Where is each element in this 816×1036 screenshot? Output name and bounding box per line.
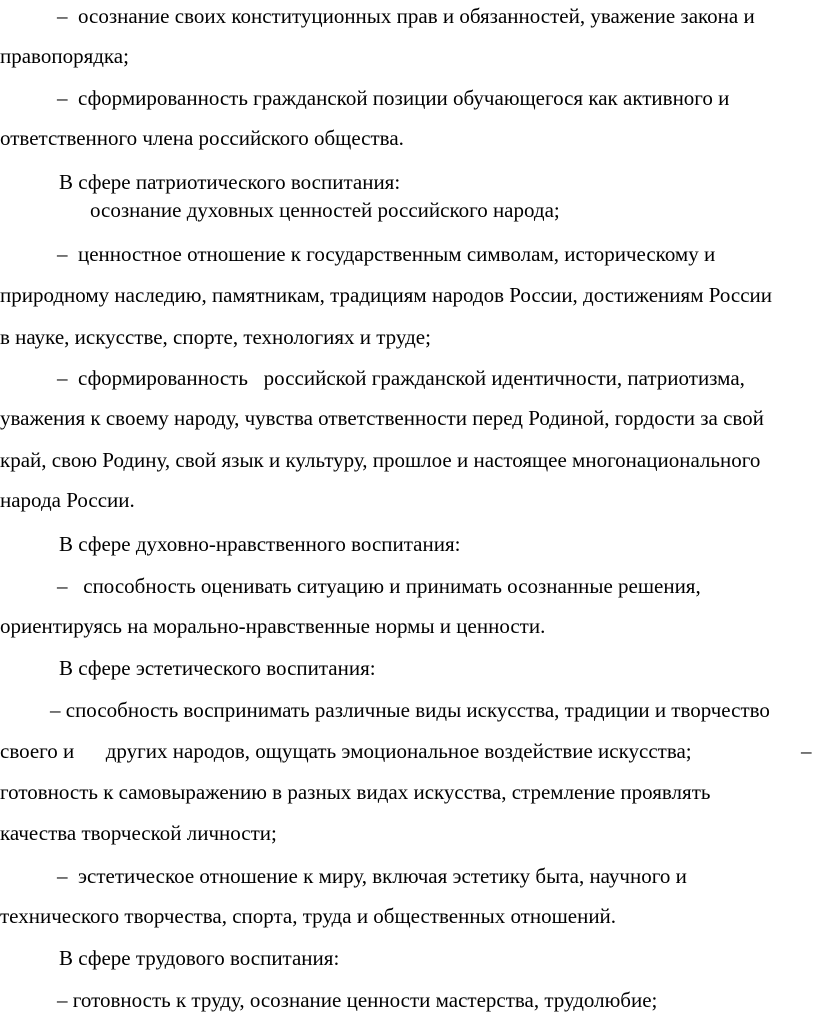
text-line: – ценностное отношение к государственным символам, историческому и: [57, 242, 716, 266]
text-line: качества творческой личности;: [0, 821, 277, 845]
text-line: осознание духовных ценностей российского народа;: [90, 198, 560, 222]
text-line: – сформированность российской гражданской идентичности, патриотизма,: [57, 366, 745, 390]
text-line: ответственного члена российского общества.: [0, 126, 404, 150]
text-line: – способность воспринимать различные виды искусства, традиции и творчество: [50, 698, 770, 722]
section-heading: В сфере трудового воспитания:: [59, 946, 340, 970]
text-line: край, свою Родину, свой язык и культуру, прошлое и настоящее многонационального: [0, 448, 761, 472]
text-line: технического творчества, спорта, труда и общественных отношений.: [0, 904, 617, 928]
text-line: – способность оценивать ситуацию и принимать осознанные решения,: [57, 574, 701, 598]
text-line: –: [801, 739, 812, 763]
text-line: готовность к самовыражению в разных видах искусства, стремление проявлять: [0, 780, 711, 804]
text-line: природному наследию, памятникам, традициям народов России, достижениям России: [0, 283, 773, 307]
text-line: в науке, искусстве, спорте, технологиях и труде;: [0, 325, 431, 349]
text-line: – сформированность гражданской позиции обучающегося как активного и: [57, 86, 730, 110]
text-line: своего и других народов, ощущать эмоциональное воздействие искусства;: [0, 739, 692, 763]
section-heading: В сфере духовно-нравственного воспитания:: [59, 532, 461, 556]
text-line: правопорядка;: [0, 44, 129, 68]
text-line: – эстетическое отношение к миру, включая эстетику быта, научного и: [57, 864, 687, 888]
text-line: – готовность к труду, осознание ценности мастерства, трудолюбие;: [57, 988, 658, 1012]
text-line: уважения к своему народу, чувства ответственности перед Родиной, гордости за свой: [0, 406, 764, 430]
section-heading: В сфере эстетического воспитания:: [59, 656, 376, 680]
section-heading: В сфере патриотического воспитания:: [59, 170, 401, 194]
text-line: ориентируясь на морально-нравственные нормы и ценности.: [0, 614, 546, 638]
text-line: народа России.: [0, 488, 135, 512]
text-line: – осознание своих конституционных прав и обязанностей, уважение закона и: [57, 4, 755, 28]
